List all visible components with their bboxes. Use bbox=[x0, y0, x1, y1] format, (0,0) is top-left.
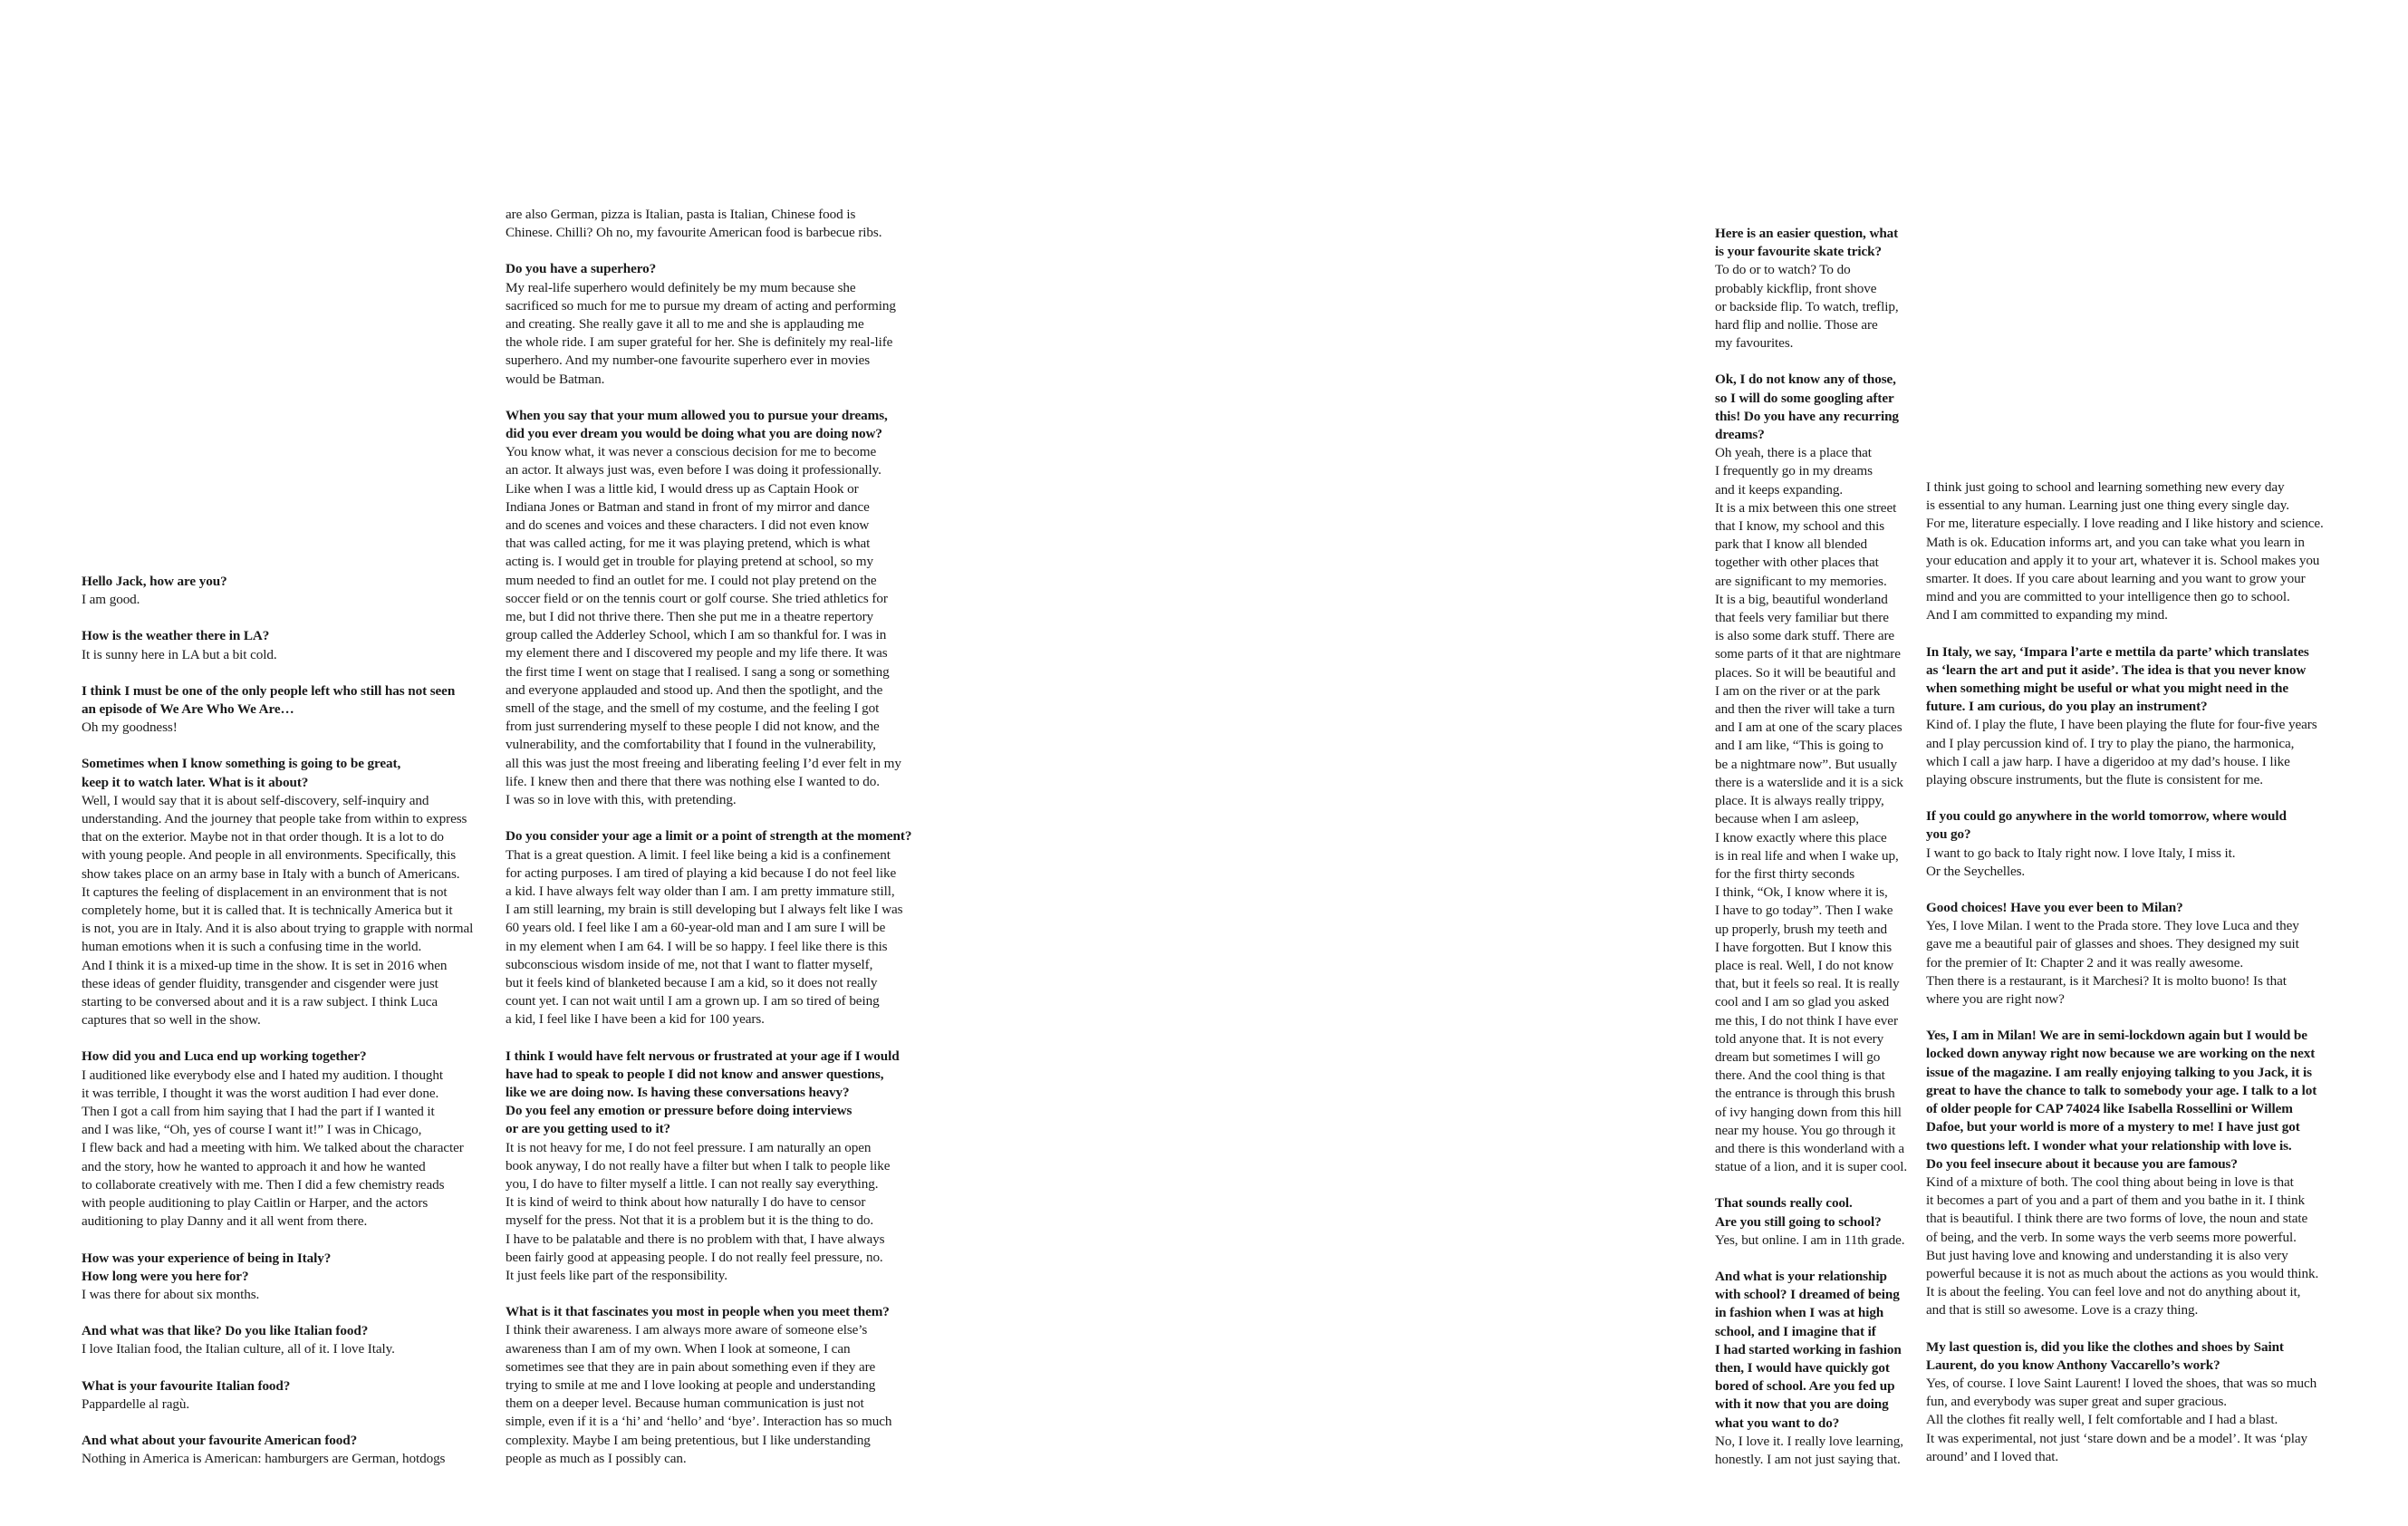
answer-text: are also German, pizza is Italian, pasta is Italian, Chinese food is Chinese. Chilli? Oh no, my favourite American food is barbecue ribs. bbox=[506, 207, 882, 241]
column-4 bbox=[1926, 478, 2343, 1484]
answer-text: Nothing in America is American: hamburgers are German, hotdogs bbox=[82, 1451, 446, 1467]
answer-text: Yes, I love Milan. I went to the Prada store. They love Luca and they gave me a beautiful pair of glasses and shoes. They designed my suit for the premier of It: Chapter 2 and it was really awesome. Then there is a restaurant, is it Marchesi? It is molto buono! Is that where you are right now? bbox=[1926, 918, 2299, 1008]
answer-text: Oh yeah, there is a place that I frequently go in my dreams and it keeps expanding. It is a mix between this one street that I know, my school and this park that I know all blended together with other places that are significant to my memories. It is a big, beautiful wonderland that feels very familiar but there is also some dark stuff. There are some parts of it that are nightmare places. So it will be beautiful and I am on the river or at the park and then the river will take a turn and I am at one of the scary places and I am like, “This is going to be a nightmare now”. But usually there is a waterslide and it is a sick place. It is always really trippy, because when I am asleep, I know exactly where this place is in real life and when I wake up, for the first thirty seconds I think, “Ok, I know where it is, I have to go today”. Then I wake up properly, brush my teeth and I have forgotten. But I know this place is real. Well, I do not know that, but it feels so real. It is really cool and I am so glad you asked me this, I do not think I have ever told anyone that. It is not every dream but sometimes I will go there. And the cool thing is that the entrance is through this brush of ivy hanging down from this hill near my house. You go through it and there is this wonderland with a statue of a lion, and it is super cool. bbox=[1715, 445, 1908, 1175]
qa-block bbox=[1926, 478, 2343, 625]
qa-block bbox=[1715, 1194, 1910, 1250]
answer-text: I auditioned like everybody else and I hated my audition. I thought it was terrible, I thought it was the worst audition I had ever done. Then I got a call from him saying that I had the part if I wanted it and I was like, “Oh, yes of course I want it!” I was in Chicago, I flew back and had a meeting with him. We talked about the character and the story, how he wanted to approach it and how he wanted to collaborate creatively with me. Then I did a few chemistry reads with people auditioning to play Caitlin or Harper, and the actors auditioning to play Danny and it all went from there. bbox=[82, 1067, 464, 1230]
qa-block bbox=[82, 755, 494, 1029]
question-text: If you could go anywhere in the world tomorrow, where would you go? bbox=[1926, 808, 2287, 843]
question-text: Sometimes when I know something is going to be great, keep it to watch later. What is it about? bbox=[82, 756, 401, 790]
qa-block bbox=[82, 1048, 494, 1231]
question-text: How did you and Luca end up working together? bbox=[82, 1048, 367, 1065]
question-text: What is your favourite Italian food? bbox=[82, 1377, 291, 1394]
answer-text: I was there for about six months. bbox=[82, 1286, 260, 1302]
question-text: Do you consider your age a limit or a point of strength at the moment? bbox=[506, 828, 912, 845]
answer-text: I think their awareness. I am always more aware of someone else’s awareness than I am of my own. When I look at someone, I can sometimes see that they are in pain about something even if they are trying to smile at me and I love looking at people and understanding them on a deeper level. Because human communication is just not simple, even if it is a ‘hi’ and ‘hello’ and ‘bye’. Interaction has so much complexity. Maybe I am being pretentious, but I like understanding people as much as I possibly can. bbox=[506, 1322, 892, 1466]
question-text: I think I must be one of the only people left who still has not seen an episode of We Are Who We Are… bbox=[82, 682, 456, 718]
question-text: My last question is, did you like the clothes and shoes by Saint Laurent, do you know Anthony Vaccarello’s work? bbox=[1926, 1338, 2284, 1373]
qa-block bbox=[82, 1432, 494, 1468]
qa-block bbox=[506, 407, 918, 809]
answer-text: It is not heavy for me, I do not feel pressure. I am naturally an open book anyway, I do not really have a filter but when I talk to people like you, I do have to filter myself a little. I can not really say everything. It is kind of weird to think about how naturally I do have to censor myself for the press. Not that it is a problem but it is the thing to do. I have to be palatable and there is no problem with that, I have always been fairly good at appeasing people. I do not really feel pressure, no. It just feels like part of the responsibility. bbox=[506, 1139, 891, 1283]
answer-text: That is a great question. A limit. I feel like being a kid is a confinement for acting purposes. I am tired of playing a kid because I do not feel like a kid. I have always felt way older than I am. I am pretty immature still, I am still learning, my brain is still developing but I always felt like I was 60 years old. I feel like I am a 60-year-old man and I am sure I will be in my element when I am 64. I will be so happy. I feel like there is this subconscious wisdom inside of me, not that I want to flatter myself, but it feels kind of blanketed because I am a kid, so it does not really count yet. I can not wait until I am a grown up. I am so tired of being a kid, I feel like I have been a kid for 100 years. bbox=[506, 846, 903, 1028]
qa-block bbox=[506, 260, 918, 388]
answer-text: Kind of. I play the flute, I have been playing the flute for four-five years and I play percussion kind of. I try to play the piano, the harmonica, which I call a jaw harp. I have a digeridoo at my dad’s house. I like playing obscure instruments, but the flute is consistent for me. bbox=[1926, 717, 2317, 788]
question-text: Good choices! Have you ever been to Milan? bbox=[1926, 900, 2183, 916]
question-text: And what is your relationship with school? I dreamed of being in fashion when I was at high school, and I imagine that if I had started working in fashion then, I would have quickly got bored of school. Are you fed up with it now that you are doing what you want to do? bbox=[1715, 1268, 1902, 1431]
qa-block bbox=[506, 1048, 918, 1286]
question-text: How is the weather there in LA? bbox=[82, 628, 270, 644]
qa-block bbox=[82, 1377, 494, 1414]
qa-block bbox=[1926, 643, 2343, 790]
qa-block bbox=[82, 682, 494, 738]
answer-text: Well, I would say that it is about self-discovery, self-inquiry and understanding. And the journey that people take from within to express that on the exterior. Maybe not in that order though. It is a lot to do with young people. And people in all environments. Specifically, this show takes place on an army base in Italy with a bunch of Americans. It captures the feeling of displacement in an environment that is not completely home, but it is called that. It is technically America but it is not, you are in Italy. And it is also about trying to grapple with normal human emotions when it is such a confusing time in the world. And I think it is a mixed-up time in the show. It is set in 2016 when these ideas of gender fluidity, transgender and cisgender were just starting to be conversed about and it is a raw subject. I think Luca captures that so well in the show. bbox=[82, 792, 474, 1029]
question-text: How was your experience of being in Italy? How long were you here for? bbox=[82, 1250, 332, 1284]
qa-block bbox=[506, 1303, 918, 1468]
question-text: Hello Jack, how are you? bbox=[82, 574, 227, 589]
qa-block bbox=[1926, 899, 2343, 1009]
question-text: And what about your favourite American food? bbox=[82, 1432, 358, 1448]
qa-block bbox=[82, 627, 494, 663]
question-text: And what was that like? Do you like Italian food? bbox=[82, 1323, 369, 1339]
answer-text: Yes, but online. I am in 11th grade. bbox=[1715, 1231, 1905, 1248]
qa-block bbox=[1926, 1027, 2343, 1319]
question-text: Yes, I am in Milan! We are in semi-lockdown again but I would be locked down anyway right now because we are working on the next issue of the magazine. I am really enjoying talking to you Jack, it is great to have the chance to talk to somebody your age. I talk to a lot of older people for CAP 74024 like Isabella Rossellini or Willem Dafoe, but your world is more of a mystery to me! I have just got two questions left. I wonder what your relationship with love is. Do you feel insecure about it because you are famous? bbox=[1926, 1028, 2317, 1172]
qa-block bbox=[506, 827, 918, 1029]
column-3 bbox=[1715, 225, 1910, 1487]
qa-block bbox=[1926, 807, 2343, 881]
answer-text: No, I love it. I really love learning, honestly. I am not just saying that. bbox=[1715, 1433, 1903, 1467]
question-text: In Italy, we say, ‘Impara l’arte e mettila da parte’ which translates as ‘learn the art and put it aside’. The idea is that you never know when something might be useful or what you might need in the future. I am curious, do you play an instrument? bbox=[1926, 643, 2309, 715]
question-text: Here is an easier question, what is your favourite skate trick? bbox=[1715, 226, 1899, 260]
answer-text: You know what, it was never a conscious decision for me to become an actor. It always just was, even before I was doing it professionally. Like when I was a little kid, I would dress up as Captain Hook or Indiana Jones or Batman and stand in front of my mirror and dance and do scenes and voices and these characters. I did not even know that was called acting, for me it was playing pretend, which is what acting is. I would get in trouble for playing pretend at school, so my mum needed to find an outlet for me. I could not play pretend on the soccer field or on the tennis court or golf course. She tried athletics for me, but I did not thrive there. Then she put me in a theatre repertory group called the Adderley School, which I am so thankful for. I was in my element there and I discovered my people and my life there. It was the first time I went on stage that I realised. I sang a song or something and everyone applauded and stood up. And then the spotlight, and the smell of the stage, and the smell of my costume, and the feeling I got from just surrendering myself to these people I did not know, and the vulnerability, and the comfortability that I found in the vulnerability, all this was just the most freeing and liberating feeling I’d ever felt in my life. I knew then and there that there was nothing else I wanted to do. I was so in love with this, with pretending. bbox=[506, 444, 901, 808]
question-text: That sounds really cool. Are you still going to school? bbox=[1715, 1195, 1882, 1230]
answer-text: My real-life superhero would definitely be my mum because she sacrificed so much for me to pursue my dream of acting and performing and creating. She really gave it all to me and she is applauding me the whole ride. I am super grateful for her. She is definitely my real-life superhero. And my number-one favourite superhero ever in movies would be Batman. bbox=[506, 279, 896, 387]
answer-text: Oh my goodness! bbox=[82, 720, 178, 736]
question-text: I think I would have felt nervous or frustrated at your age if I would have had to speak to people I did not know and answer questions, like we are doing now. Is having these conversations heavy? Do you feel any emotion or pressure before doing interviews or are you getting used to it? bbox=[506, 1048, 900, 1137]
qa-block bbox=[1715, 371, 1910, 1176]
answer-text: Yes, of course. I love Saint Laurent! I loved the shoes, that was so much fun, and everybody was super great and super gracious. All the clothes fit really well, I felt comfortable and I had a blast. It was experimental, not just ‘stare down and be a model’. It was ‘play around’ and I loved that. bbox=[1926, 1375, 2317, 1464]
qa-block bbox=[82, 1322, 494, 1358]
answer-text: I am good. bbox=[82, 592, 140, 608]
answer-text: I love Italian food, the Italian culture, all of it. I love Italy. bbox=[82, 1341, 395, 1357]
answer-text: It is sunny here in LA but a bit cold. bbox=[82, 646, 277, 662]
qa-block bbox=[82, 573, 494, 609]
answer-text: I want to go back to Italy right now. I love Italy, I miss it. Or the Seychelles. bbox=[1926, 845, 2236, 879]
qa-block bbox=[506, 206, 918, 242]
question-text: What is it that fascinates you most in people when you meet them? bbox=[506, 1304, 890, 1320]
qa-block bbox=[1715, 225, 1910, 353]
answer-text: To do or to watch? To do probably kickflip, front shove or backside flip. To watch, treflip, hard flip and nollie. Those are my favourites. bbox=[1715, 262, 1899, 352]
question-text: When you say that your mum allowed you to pursue your dreams, did you ever dream you would be doing what you are doing now? bbox=[506, 407, 888, 442]
column-1 bbox=[82, 573, 494, 1486]
qa-block bbox=[1926, 1338, 2343, 1466]
question-text: Ok, I do not know any of those, so I will do some googling after this! Do you have any recurring dreams? bbox=[1715, 372, 1899, 443]
answer-text: I think just going to school and learning something new every day is essential to any human. Learning just one thing every single day. For me, literature especially. I love reading and I like history and science. Math is ok. Education informs art, and you can take what you learn in your education and apply it to your art, whatever it is. School makes you smarter. It does. If you care about learning and you want to grow your mind and you are committed to your intelligence then go to school. And I am committed to expanding my mind. bbox=[1926, 479, 2324, 623]
answer-text: Kind of a mixture of both. The cool thing about being in love is that it becomes a part of you and a part of them and you bathe in it. I think that is beautiful. I think there are two forms of love, the noun and state of being, and the verb. In some ways the verb seems more powerful. But just having love and knowing and understanding it is also very powerful because it is not as much about the actions as you would think. It is about the feeling. You can feel love and not do anything about it, and that is still so awesome. Love is a crazy thing. bbox=[1926, 1173, 2319, 1318]
question-text: Do you have a superhero? bbox=[506, 261, 657, 277]
column-2 bbox=[506, 206, 918, 1486]
qa-block bbox=[1715, 1268, 1910, 1469]
answer-text: Pappardelle al ragù. bbox=[82, 1396, 190, 1412]
qa-block bbox=[82, 1250, 494, 1305]
